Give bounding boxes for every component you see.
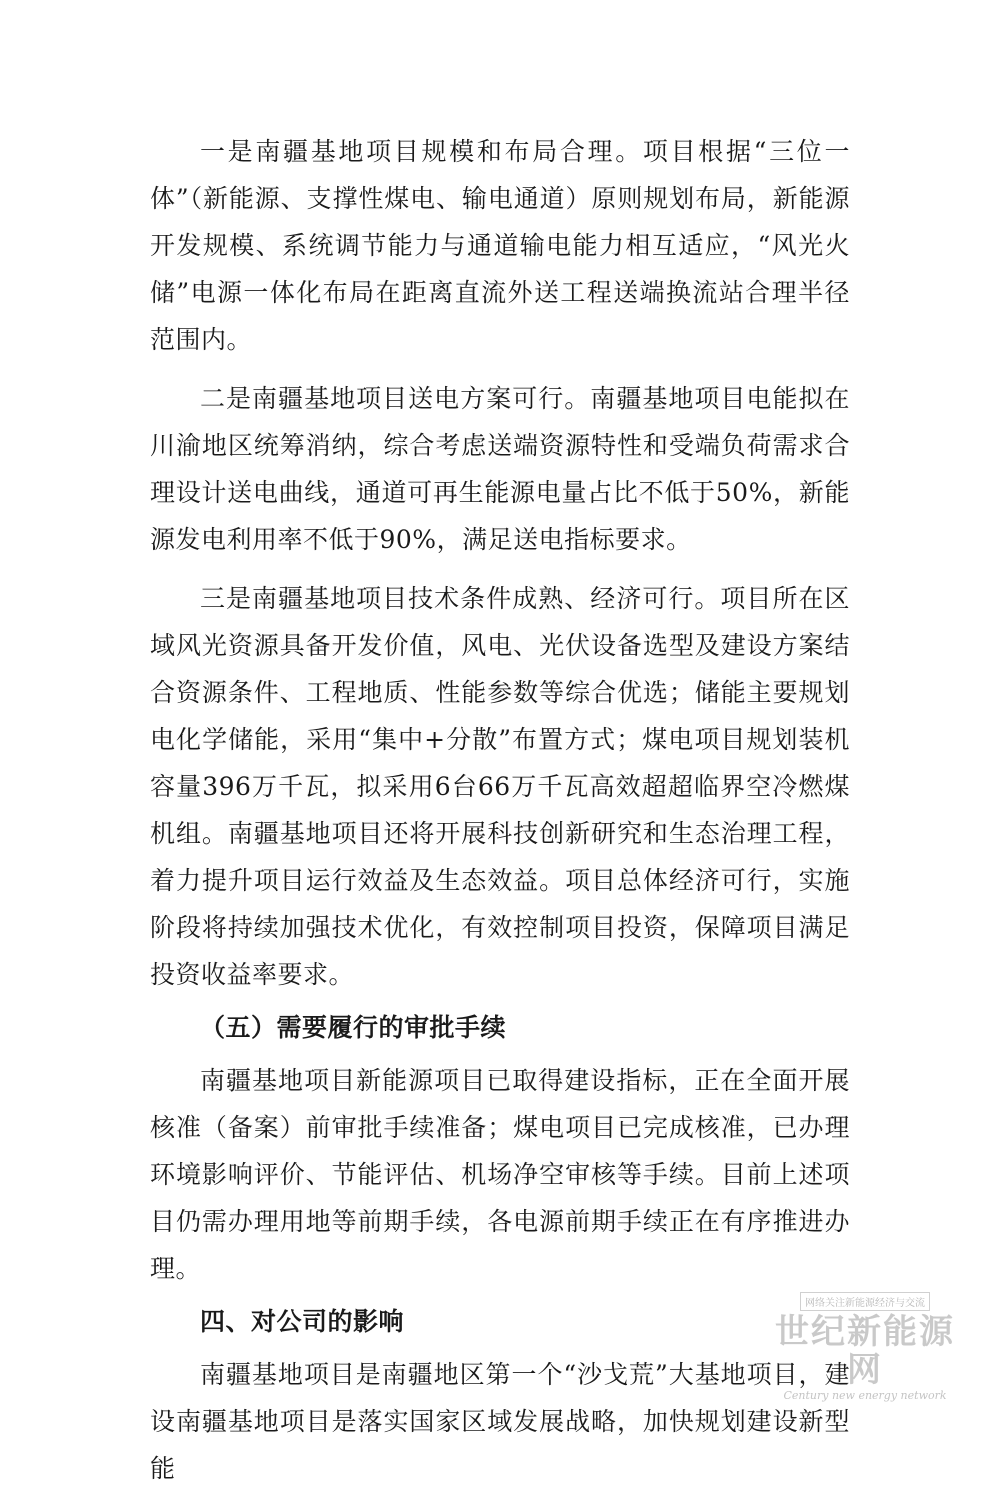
paragraph-approval-status: 南疆基地项目新能源项目已取得建设指标，正在全面开展核准（备案）前审批手续准备；煤电项目已完成核准，已办理环境影响评价、节能评估、机场净空审核等手续。目前上述项目仍需办理用地等前期手续，各电源前期手续正在有序推进办理。: [150, 1066, 850, 1283]
heading-impact-on-company: 四、对公司的影响: [200, 1307, 405, 1336]
document-body: [150, 128, 850, 1504]
paragraph-transmission-plan: 二是南疆基地项目送电方案可行。南疆基地项目电能拟在川渝地区统筹消纳，综合考虑送端资源特性和受端负荷需求合理设计送电曲线，通道可再生能源电量占比不低于50%，新能源发电利用率不低于90%，满足送电指标要求。: [150, 384, 850, 554]
watermark-english: Century new energy network: [783, 1389, 947, 1402]
subheading-approval-procedures: （五）需要履行的审批手续: [200, 1013, 507, 1042]
paragraph-scale-layout: 一是南疆基地项目规模和布局合理。项目根据“三位一体”（新能源、支撑性煤电、输电通道）原则规划布局，新能源开发规模、系统调节能力与通道输电能力相互适应，“风光火储”电源一体化布局在距离直流外送工程送端换流站合理半径范围内。: [150, 137, 850, 354]
paragraph-impact: 南疆基地项目是南疆地区第一个“沙戈荒”大基地项目，建设南疆基地项目是落实国家区域发展战略，加快规划建设新型能: [150, 1360, 850, 1483]
watermark-tagline: 网络关注新能源经济与交流: [800, 1292, 930, 1311]
watermark-brand: 世纪新能源网: [775, 1312, 955, 1390]
watermark-logo: [760, 1291, 970, 1402]
paragraph-technical-economic: 三是南疆基地项目技术条件成熟、经济可行。项目所在区域风光资源具备开发价值，风电、光伏设备选型及建设方案结合资源条件、工程地质、性能参数等综合优选；储能主要规划电化学储能，采用“集中+分散”布置方式；煤电项目规划装机容量396万千瓦，拟采用6台66万千瓦高效超超临界空冷燃煤机组。南疆基地项目还将开展科技创新研究和生态治理工程，着力提升项目运行效益及生态效益。项目总体经济可行，实施阶段将持续加强技术优化，有效控制项目投资，保障项目满足投资收益率要求。: [150, 584, 850, 989]
